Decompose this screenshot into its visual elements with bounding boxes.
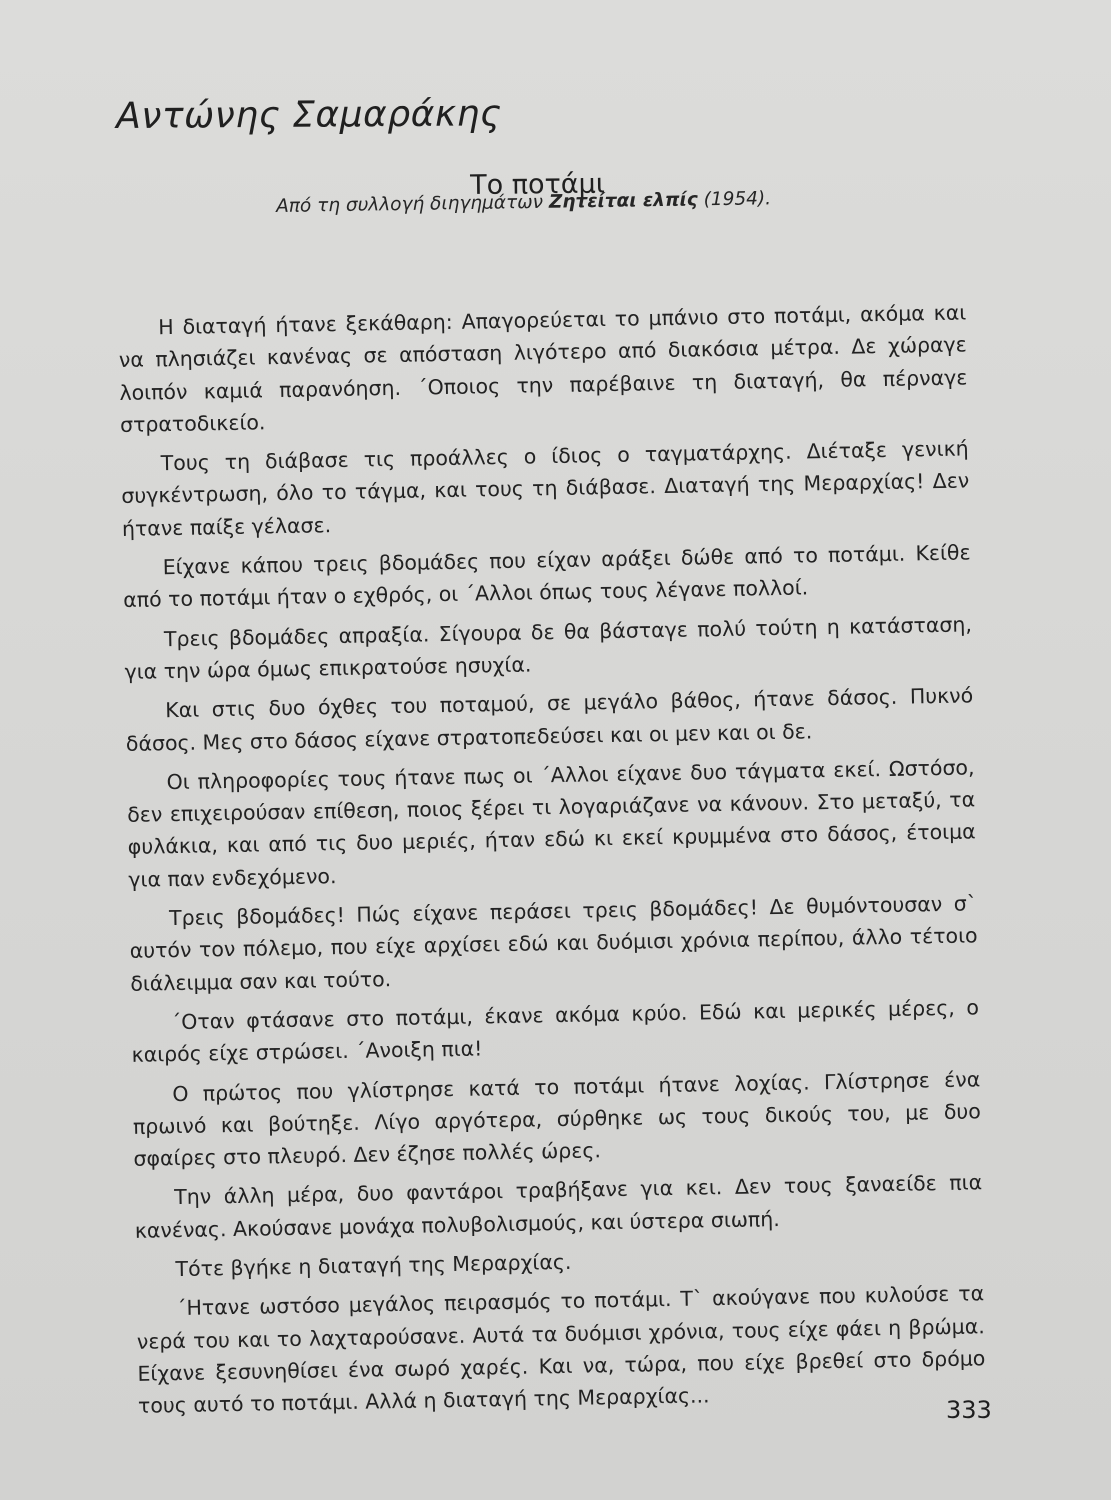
paragraph: Τρεις βδομάδες απραξία. Σίγουρα δε θα βάσταγε πολύ τούτη η κατάσταση, για την ώρα όμως επικρατούσε ησυχία. [124,612,973,684]
paragraph: ΄Ητανε ωστόσο μεγάλος πειρασμός το ποτάμι. Τ` ακούγανε που κυλούσε τα νερά του και το λαχταρούσανε. Αυτά τα δυόμισι χρόνια, τους είχε φάει η βρώμα. Είχανε ξεσυνηθίσει ένα σωρό χαρές. Και να, τώρα, που είχε βρεθεί στο δρόμο τους αυτό το ποτάμι. Αλλά η διαταγή της Μεραρχίας... [136,1281,986,1419]
paragraph: Ο πρώτος που γλίστρησε κατά το ποτάμι ήτανε λοχίας. Γλίστρησε ένα πρωινό και βούτηξε. Λίγο αργότερα, σύρθηκε ως τους δικούς του, με δυο σφαίρες στο πλευρό. Δεν έζησε πολλές ώρες. [132,1066,982,1171]
paragraph: Η διαταγή ήτανε ξεκάθαρη: Απαγορεύεται το μπάνιο στο ποτάμι, ακόμα και να πλησιάζει κανένας σε απόσταση λιγότερο από διακόσια μέτρα. Δε χώραγε λοιπόν καμιά παρανόηση. ΄Οποιος την παρέβαινε τη διαταγή, θα πέρναγε στρατοδικείο. [118,300,968,437]
page-number: 333 [946,1396,992,1424]
story-title: Το ποτάμι [470,168,606,201]
source-prefix: Από τη συλλογή διηγημάτων [276,191,544,217]
paragraph: Τρεις βδομάδες! Πώς είχανε περάσει τρεις βδομάδες! Δε θυμόντουσαν σ` αυτόν τον πόλεμο, που είχε αρχίσει εδώ και δυόμισι χρόνια περίπου, άλλο τέτοιο διάλειμμα σαν και τούτο. [129,891,978,996]
source-year: (1954). [703,188,772,211]
author-name: Αντώνης Σαμαράκης [116,93,502,137]
paragraph: Οι πληροφορίες τους ήτανε πως οι ΄Αλλοι είχανε δυο τάγματα εκεί. Ωστόσο, δεν επιχειρούσαν επίθεση, ποιος ξέρει τι λογαριάζανε να κάνουν. Στο μεταξύ, τα φυλάκια, και από τις δυο μεριές, ήταν εδώ κι εκεί κρυμμένα στο δάσος, έτοιμα για παν ενδεχόμενο. [127,755,976,892]
paragraph: Τότε βγήκε η διαταγή της Μεραρχίας. [175,1249,572,1282]
paragraph: ΄Οταν φτάσανε στο ποτάμι, έκανε ακόμα κρύο. Εδώ και μερικές μέρες, ο καιρός είχε στρώσει. ΄Ανοιξη πια! [131,995,980,1068]
source-book-title: Ζητείται ελπίς [548,189,698,213]
source-note [276,188,771,217]
paragraph: Τους τη διάβασε τις προάλλες ο ίδιος ο ταγματάρχης. Διέταξε γενική συγκέντρωση, όλο το τάγμα, και τους τη διάβασε. Διαταγή της Μεραρχίας! Δεν ήτανε παίξε γέλασε. [121,436,970,541]
paragraph: Είχανε κάπου τρεις βδομάδες που είχαν αράξει δώθε από το ποτάμι. Κείθε από το ποτάμι ήταν ο εχθρός, οι ΄Αλλοι όπως τους λέγανε πολλοί. [123,540,971,613]
story-body [118,296,986,1429]
paragraph: Και στις δυο όχθες του ποταμού, σε μεγάλο βάθος, ήτανε δάσος. Πυκνό δάσος. Μες στο δάσος είχανε στρατοπεδεύσει και οι μεν και οι δε. [125,683,974,756]
paragraph: Την άλλη μέρα, δυο φαντάροι τραβήξανε για κει. Δεν τους ξαναείδε πια κανένας. Ακούσανε μονάχα πολυβολισμούς, και ύστερα σιωπή. [134,1170,983,1243]
